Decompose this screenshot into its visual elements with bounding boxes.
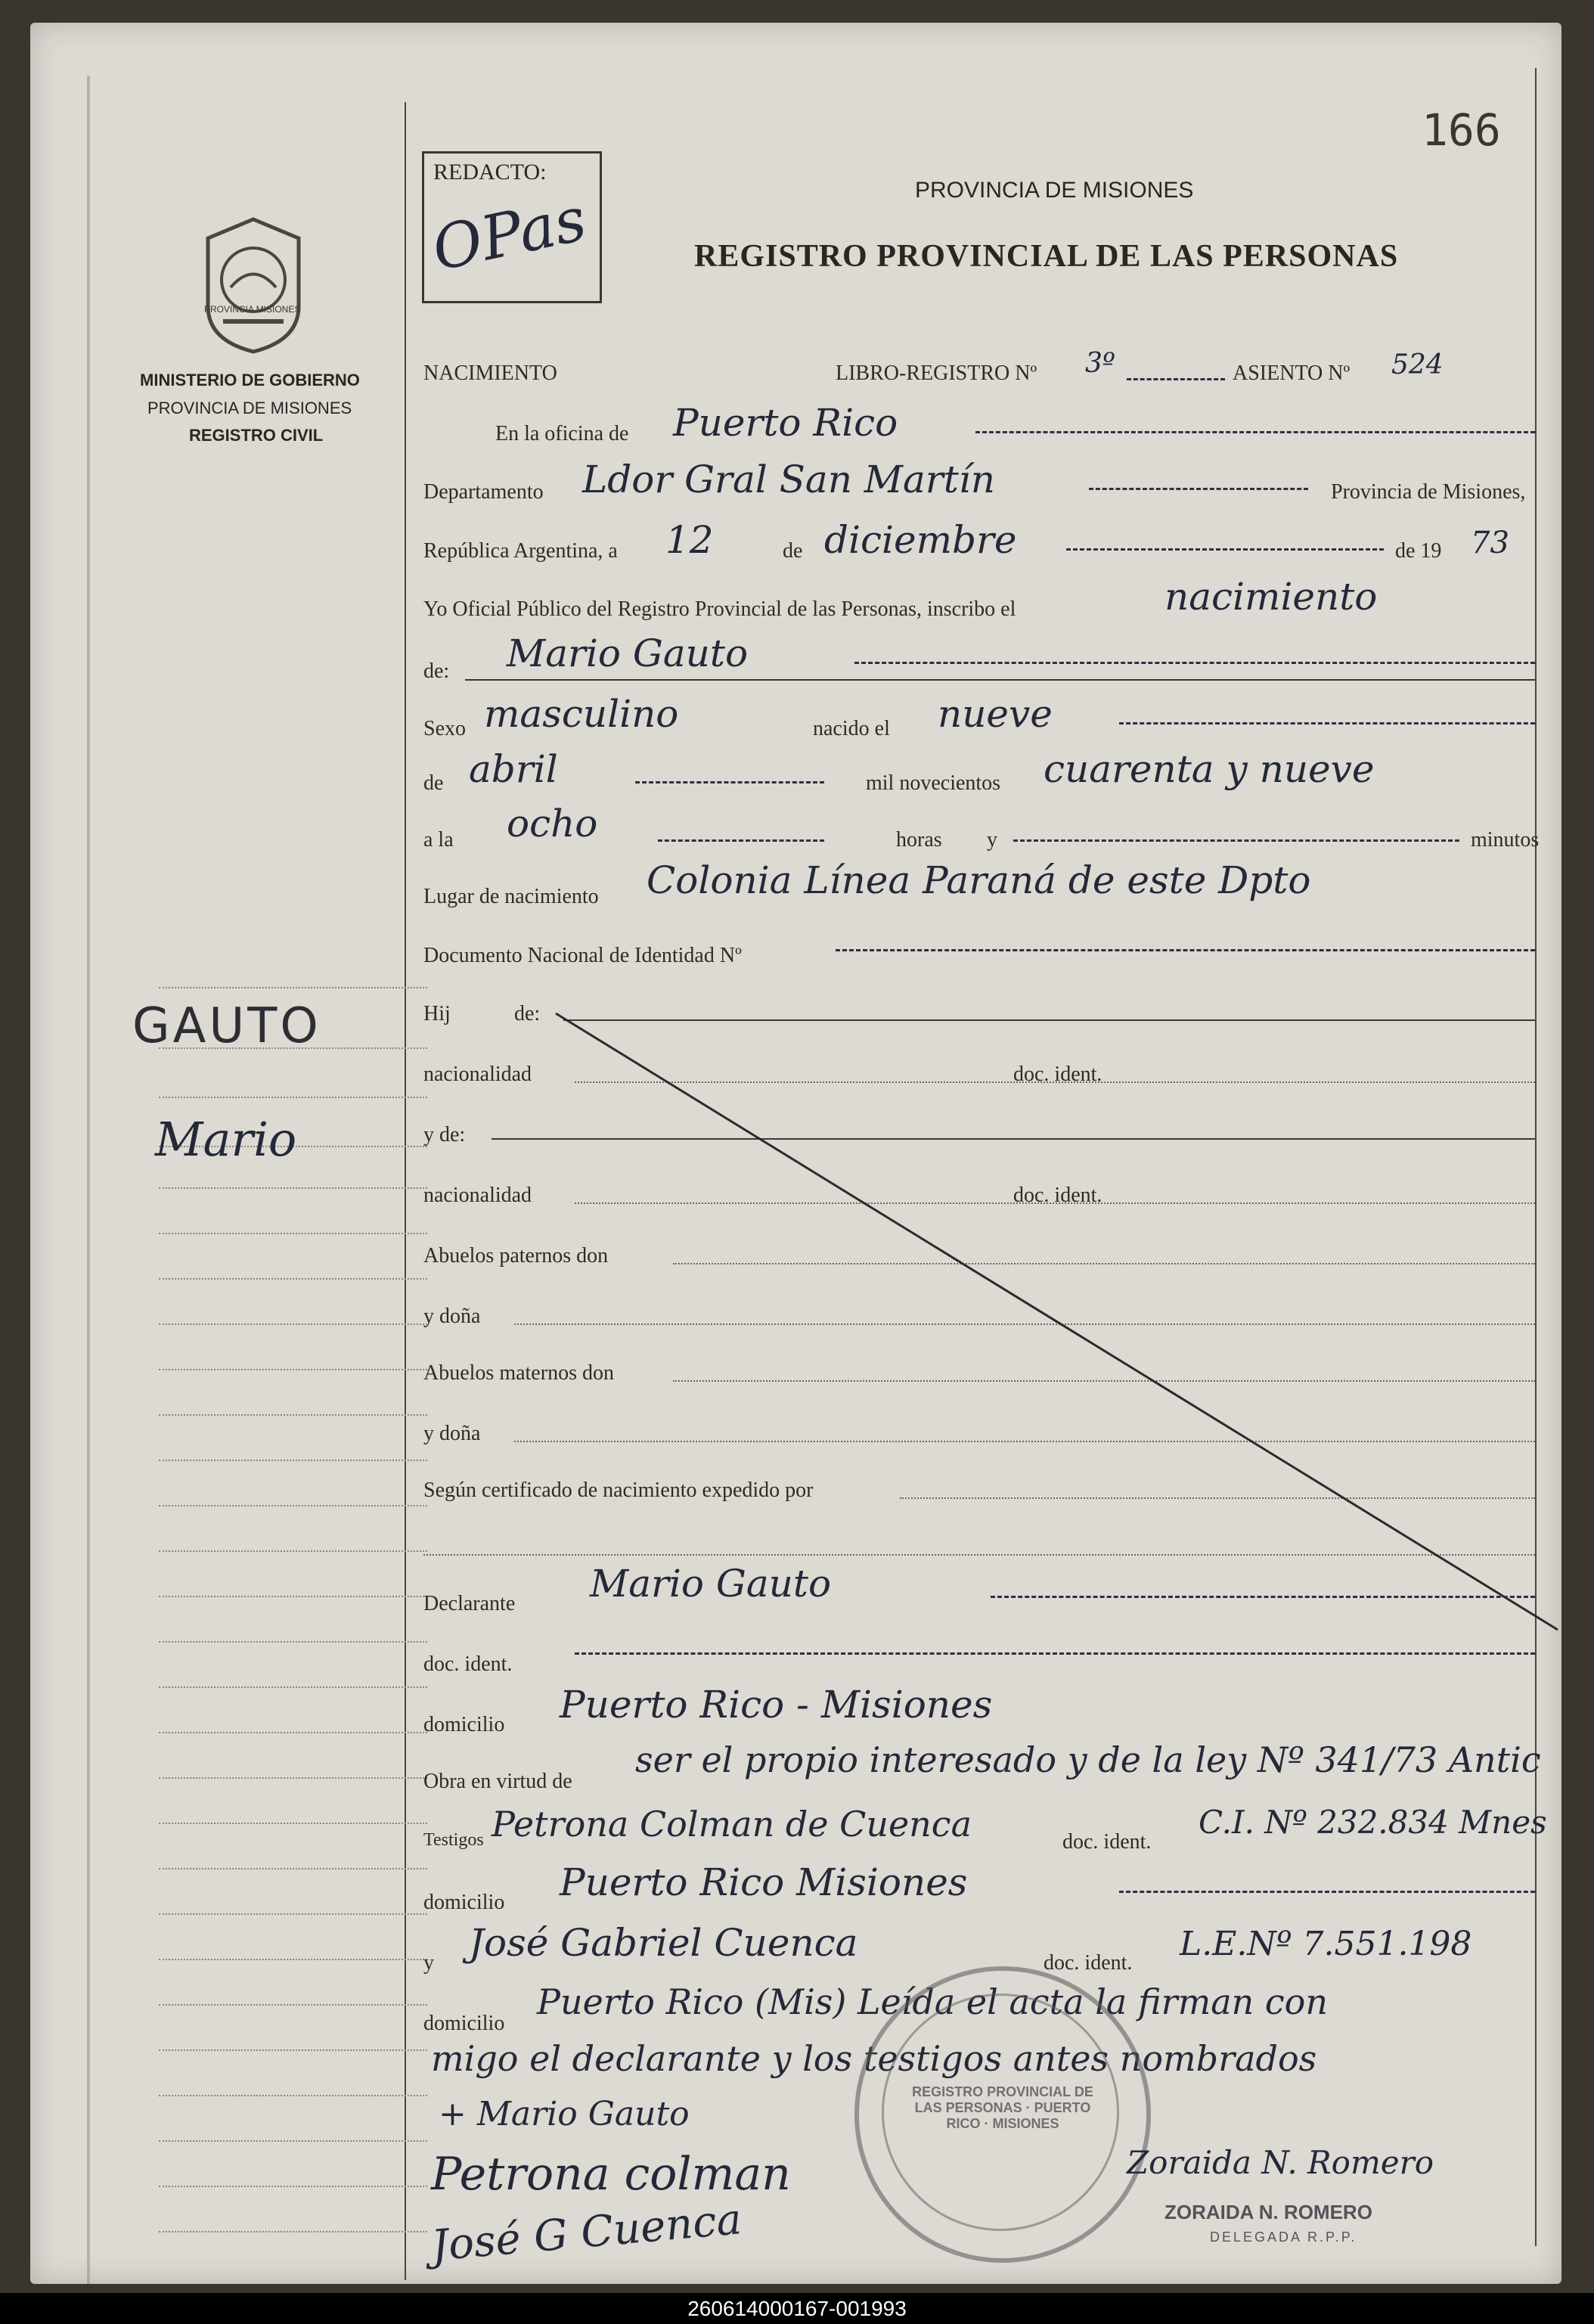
provincial-seal-icon (200, 216, 306, 355)
month-value: diciembre (824, 518, 1017, 562)
sidebar-province-label: PROVINCIA DE MISIONES (147, 399, 352, 417)
born-day-value: nueve (938, 692, 1053, 736)
closing-value: migo el declarante y los testigos antes nombrados (431, 2038, 1317, 2079)
document-page (30, 23, 1561, 2284)
minutes-label: minutos (1471, 828, 1540, 852)
birthplace-label: Lugar de nacimiento (423, 885, 599, 908)
father-nationality-label: nacionalidad (423, 1063, 532, 1086)
ministry-label: MINISTERIO DE GOBIERNO (140, 371, 360, 389)
book-label: LIBRO-REGISTRO Nº (836, 361, 1037, 385)
round-stamp-text: REGISTRO PROVINCIAL DE LAS PERSONAS · PUERTO RICO · MISIONES (912, 2084, 1093, 2131)
born-month-dash (635, 781, 824, 783)
date-de-label: de (783, 539, 803, 563)
by-virtue-label: Obra en virtud de (423, 1770, 572, 1793)
sex-label: Sexo (423, 717, 466, 740)
hour-dash (658, 839, 824, 842)
dni-dash (836, 949, 1535, 951)
department-value: Ldor Gral San Martín (582, 458, 995, 501)
office-label: En la oficina de (495, 422, 629, 445)
witness2-doc-value: L.E.Nº 7.551.198 (1180, 1925, 1472, 1963)
entry-value: 524 (1391, 349, 1444, 380)
witness2-doc-label: doc. ident. (1044, 1951, 1133, 1975)
sidebar-registry-label: REGISTRO CIVIL (189, 426, 324, 445)
year-suffix: 73 (1471, 526, 1509, 560)
witness1-doc-label: doc. ident. (1062, 1830, 1152, 1854)
by-virtue-value: ser el propio interesado y de la ley Nº 341/73 Antic (635, 1739, 1541, 1780)
round-official-stamp (854, 1966, 1151, 2263)
witness1-domicile-label: domicilio (423, 1891, 505, 1914)
father-of-label: de: (514, 1002, 541, 1025)
born-month-value: abril (469, 747, 558, 791)
hour-value: ocho (507, 802, 598, 846)
witness1-domicile-value: Puerto Rico Misiones (560, 1860, 968, 1904)
office-value: Puerto Rico (673, 401, 898, 445)
witness2-value: José Gabriel Cuenca (469, 1921, 858, 1965)
at-label: a la (423, 828, 454, 852)
official-stamp-title: DELEGADA R.P.P. (1210, 2229, 1357, 2245)
mother-nationality-label: nacionalidad (423, 1184, 532, 1207)
thousand-label: mil novecientos (866, 771, 1001, 795)
official-stamp-name: ZORAIDA N. ROMERO (1164, 2201, 1372, 2223)
day-value: 12 (665, 518, 714, 562)
office-dash (975, 431, 1535, 433)
person-value: Mario Gauto (507, 631, 749, 675)
footer-id: 260614000167-001993 (0, 2293, 1594, 2324)
witness2-y-label: y (423, 1951, 434, 1975)
maternal-label: Abuelos maternos don (423, 1361, 614, 1385)
father-doc-label: doc. ident. (1013, 1063, 1102, 1086)
born-day-dash (1119, 722, 1535, 725)
redacto-box (422, 151, 602, 303)
birthplace-value: Colonia Línea Paraná de este Dpto (647, 858, 1311, 902)
person-de-label: de: (423, 659, 450, 683)
born-year-value: cuarenta y nueve (1044, 747, 1375, 791)
signature-witness2: José G Cuenca (429, 2195, 744, 2271)
witness1-domicile-dash (1119, 1891, 1535, 1893)
person-line (465, 679, 1535, 681)
declarant-doc-label: doc. ident. (423, 1652, 513, 1676)
declarant-label: Declarante (423, 1592, 516, 1615)
and-label: y (987, 828, 997, 852)
paternal-label: Abuelos paternos don (423, 1244, 609, 1267)
redacto-signature: OPas (426, 183, 593, 285)
entry-label: ASIENTO Nº (1233, 361, 1351, 385)
mother-doc-label: doc. ident. (1013, 1184, 1102, 1207)
month-dash (1066, 548, 1384, 551)
paternal-dona-label: y doña (423, 1305, 481, 1328)
cancellation-line (552, 1010, 1565, 1637)
child-label: Hij (423, 1002, 451, 1025)
born-label: nacido el (813, 717, 890, 740)
book-value: 3º (1085, 348, 1115, 379)
minutes-dash (1013, 839, 1459, 842)
witness1-value: Petrona Colman de Cuenca (492, 1804, 972, 1845)
born-month-de: de (423, 771, 444, 795)
witness-label: Testigos (423, 1830, 484, 1850)
act-value: nacimiento (1164, 575, 1378, 619)
redacto-label: REDACTO: (433, 160, 547, 185)
department-dash (1089, 488, 1308, 490)
domicile-label: domicilio (423, 1713, 505, 1736)
declarant-dash (991, 1596, 1535, 1598)
declarant-doc-dash (575, 1652, 1535, 1655)
seal-text: PROVINCIA MISIONES (204, 304, 301, 315)
header-province: PROVINCIA DE MISIONES (915, 178, 1194, 203)
page-number: 166 (1422, 104, 1501, 156)
person-dash (854, 662, 1535, 664)
republic-label: República Argentina, a (423, 539, 618, 563)
province-label: Provincia de Misiones, (1331, 480, 1526, 504)
page-fold (87, 76, 90, 2284)
domicile-value: Puerto Rico - Misiones (560, 1683, 993, 1727)
official-signature: Zoraida N. Romero (1127, 2144, 1434, 2181)
maternal-dona-label: y doña (423, 1422, 481, 1445)
sidebar-given-name: Mario (155, 1112, 297, 1167)
mother-of-label: y de: (423, 1123, 466, 1146)
official-text: Yo Oficial Público del Registro Provincial de las Personas, inscribo el (423, 597, 1016, 621)
dni-label: Documento Nacional de Identidad Nº (423, 944, 742, 967)
hours-label: horas (896, 828, 942, 852)
header-registry: REGISTRO PROVINCIAL DE LAS PERSONAS (694, 239, 1399, 274)
department-label: Departamento (423, 480, 544, 504)
book-dash (1127, 378, 1225, 380)
signature-declarant: + Mario Gauto (439, 2095, 690, 2133)
witness1-doc-value: C.I. Nº 232.834 Mnes (1199, 1804, 1547, 1841)
year-prefix: de 19 (1395, 539, 1442, 563)
record-type-label: NACIMIENTO (423, 361, 557, 385)
witness2-domicile-label: domicilio (423, 2012, 505, 2035)
certificate-label: Según certificado de nacimiento expedido por (423, 1478, 814, 1502)
witness2-domicile-value: Puerto Rico (Mis) Leída el acta la firman con (537, 1981, 1329, 2022)
sidebar-surname: GAUTO (132, 998, 321, 1054)
declarant-value: Mario Gauto (590, 1562, 832, 1606)
signature-witness1: Petrona colman (431, 2148, 791, 2201)
margin-rule-left (405, 102, 406, 2280)
sex-value: masculino (484, 692, 679, 736)
